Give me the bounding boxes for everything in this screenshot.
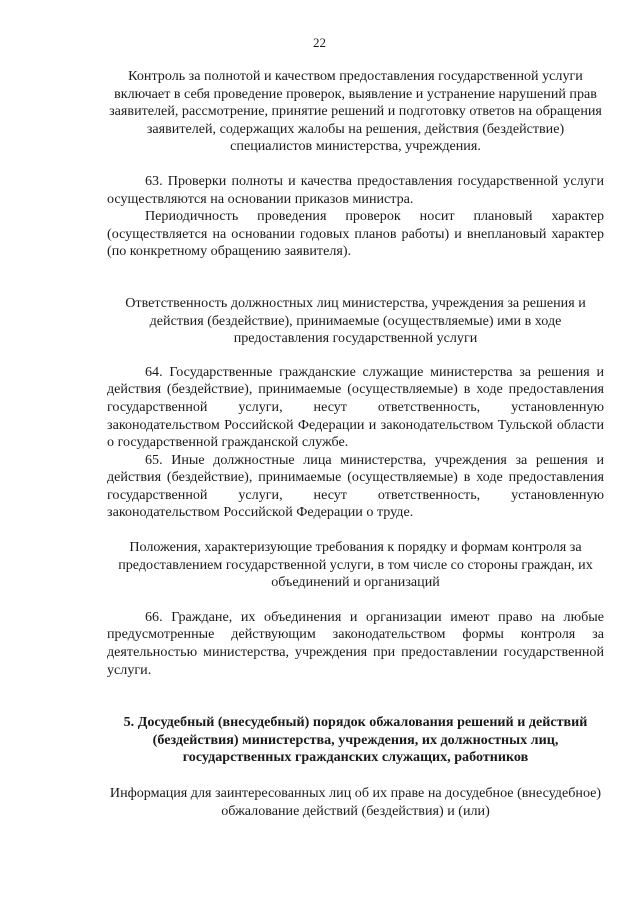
paragraph-64: 64. Государственные гражданские служащие министерства за решения и действия (бездействие), принимаемые (осуществляемые) в ходе предоставления государственной услуги, несут ответственность, установленную законодательством Российской Федерации и законодательством Тульской области о государственной гражданской службе. [107,363,604,451]
document-body [107,68,604,820]
page-number: 22 [313,35,326,50]
paragraph-63: 63. Проверки полноты и качества предоставления государственной услуги осуществляются на основании приказов министра. [107,172,604,207]
requirements-heading: Положения, характеризующие требования к порядку и формам контроля за предоставлением государственной услуги, в том числе со стороны граждан, их объединений и организаций [118,539,593,591]
paragraph-66: 66. Граждане, их объединения и организации имеют право на любые предусмотренные действующим законодательством формы контроля за деятельностью министерства, учреждения при предоставлении государственной услуги. [107,608,604,678]
responsibility-heading: Ответственность должностных лиц министерства, учреждения за решения и действия (бездействие), принимаемые (осуществляемые) ими в ходе предоставления государственной услуги [125,294,586,347]
control-heading: Контроль за полнотой и качеством предоставления государственной услуги включает в себя проведение проверок, выявление и устранение нарушений прав заявителей, рассмотрение, принятие решений и подготовку ответов на обращения заявителей, содержащих жалобы на решения, действия (бездействие) специалистов министерства, учреждения. [109,68,602,155]
info-heading: Информация для заинтересованных лиц об их праве на досудебное (внесудебное) обжалование действий (бездействия) и (или) [109,785,602,819]
section-5-heading: 5. Досудебный (внесудебный) порядок обжалования решений и действий (бездействия) министерства, учреждения, их должностных лиц, государственных гражданских служащих, работников [123,714,588,766]
paragraph-65: 65. Иные должностные лица министерства, учреждения за решения и действия (бездействие), принимаемые (осуществляемые) в ходе предоставления государственной услуги, несут ответственность, установленную законодательством Российской Федерации о труде. [107,451,604,521]
paragraph-63-periodicity: Периодичность проведения проверок носит плановый характер (осуществляется на основании годовых планов работы) и внеплановый характер (по конкретному обращению заявителя). [107,208,604,260]
